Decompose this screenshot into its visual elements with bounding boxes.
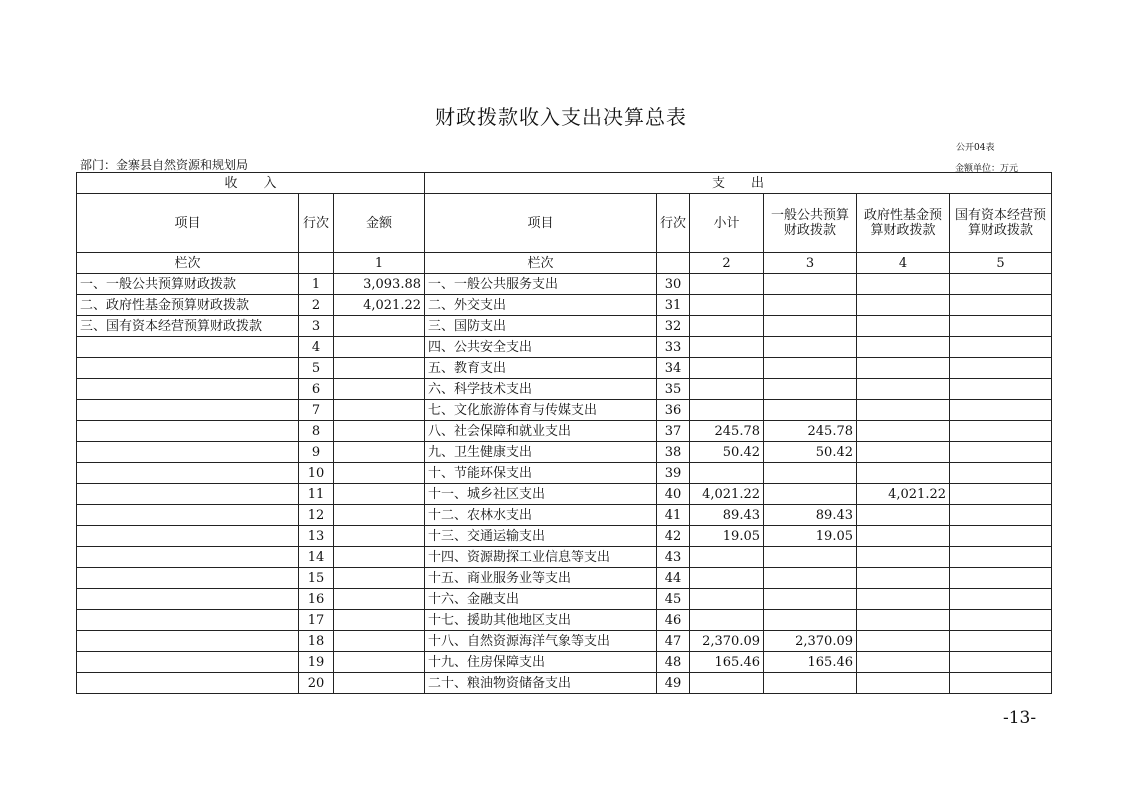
income-amount-cell: [334, 400, 425, 421]
income-item-cell: [77, 526, 299, 547]
income-item-cell: [77, 610, 299, 631]
income-item-cell: 一、一般公共预算财政拨款: [77, 274, 299, 295]
income-row-no-cell: 11: [299, 484, 334, 505]
income-item-cell: [77, 442, 299, 463]
general-budget-cell: [764, 610, 857, 631]
expense-row-no-header: 行次: [657, 194, 690, 253]
expense-row-no-cell: 46: [657, 610, 690, 631]
income-row-no-cell: 5: [299, 358, 334, 379]
expense-row-no-cell: 31: [657, 295, 690, 316]
income-row-no-cell: 9: [299, 442, 334, 463]
general-budget-cell: [764, 316, 857, 337]
state-capital-cell: [950, 589, 1052, 610]
subtotal-cell: 245.78: [690, 421, 764, 442]
table-row: [77, 379, 1052, 400]
general-budget-cell: [764, 337, 857, 358]
table-row: [77, 652, 1052, 673]
expense-item-cell: 二、外交支出: [425, 295, 657, 316]
expense-row-no-cell: 43: [657, 547, 690, 568]
expense-row-no-cell: 39: [657, 463, 690, 484]
state-capital-cell: [950, 337, 1052, 358]
form-number: 公开04表: [956, 143, 995, 153]
expense-item-cell: 十三、交通运输支出: [425, 526, 657, 547]
expense-row-no-cell: 45: [657, 589, 690, 610]
gov-fund-header: 政府性基金预算财政拨款: [857, 194, 950, 253]
state-capital-cell: [950, 526, 1052, 547]
income-amount-cell: [334, 652, 425, 673]
general-budget-cell: [764, 295, 857, 316]
finance-summary-table: [76, 172, 1052, 694]
expense-col-label: 栏次: [425, 253, 657, 274]
expense-row-no-cell: 49: [657, 673, 690, 694]
table-row: [77, 673, 1052, 694]
expense-item-cell: 七、文化旅游体育与传媒支出: [425, 400, 657, 421]
state-capital-cell: [950, 652, 1052, 673]
table-row: [77, 610, 1052, 631]
income-row-no-cell: 20: [299, 673, 334, 694]
gov-fund-cell: [857, 631, 950, 652]
income-amount-cell: [334, 442, 425, 463]
income-amount-cell: [334, 526, 425, 547]
income-amount-cell: [334, 337, 425, 358]
gov-fund-cell: [857, 442, 950, 463]
state-capital-cell: [950, 568, 1052, 589]
subtotal-cell: [690, 547, 764, 568]
state-capital-cell: [950, 316, 1052, 337]
expense-row-no-cell: 35: [657, 379, 690, 400]
expense-col-no-blank: [657, 253, 690, 274]
general-budget-cell: [764, 673, 857, 694]
expense-item-cell: 三、国防支出: [425, 316, 657, 337]
income-row-no-cell: 2: [299, 295, 334, 316]
income-amount-cell: [334, 547, 425, 568]
state-capital-cell: [950, 421, 1052, 442]
subtotal-cell: [690, 610, 764, 631]
income-amount-cell: [334, 589, 425, 610]
income-amount-cell: [334, 631, 425, 652]
state-capital-header: 国有资本经营预算财政拨款: [950, 194, 1052, 253]
subtotal-header: 小计: [690, 194, 764, 253]
income-amount-cell: 3,093.88: [334, 274, 425, 295]
income-row-no-cell: 7: [299, 400, 334, 421]
state-capital-cell: [950, 442, 1052, 463]
general-budget-cell: 50.42: [764, 442, 857, 463]
column-index-row: [77, 253, 1052, 274]
expense-item-cell: 四、公共安全支出: [425, 337, 657, 358]
table-row: [77, 274, 1052, 295]
gov-fund-cell: [857, 295, 950, 316]
gov-fund-cell: [857, 547, 950, 568]
table-row: [77, 463, 1052, 484]
expense-item-cell: 十九、住房保障支出: [425, 652, 657, 673]
page-title: 财政拨款收入支出决算总表: [435, 105, 687, 129]
general-budget-cell: [764, 463, 857, 484]
income-item-cell: [77, 400, 299, 421]
subtotal-cell: 19.05: [690, 526, 764, 547]
state-capital-cell: [950, 484, 1052, 505]
table-row: [77, 589, 1052, 610]
income-amount-cell: [334, 379, 425, 400]
income-item-cell: [77, 568, 299, 589]
state-capital-cell: [950, 631, 1052, 652]
expense-row-no-cell: 38: [657, 442, 690, 463]
income-amount-cell: [334, 421, 425, 442]
subtotal-cell: 50.42: [690, 442, 764, 463]
subtotal-cell: 165.46: [690, 652, 764, 673]
income-item-cell: [77, 463, 299, 484]
table-row: [77, 358, 1052, 379]
income-row-no-cell: 19: [299, 652, 334, 673]
amount-unit-label: 金额单位：万元: [955, 164, 1019, 174]
gov-fund-cell: [857, 316, 950, 337]
income-amount-cell: [334, 505, 425, 526]
table-row: [77, 484, 1052, 505]
table-row: [77, 316, 1052, 337]
gov-fund-cell: [857, 589, 950, 610]
col-index-3: 3: [764, 253, 857, 274]
expense-item-cell: 五、教育支出: [425, 358, 657, 379]
expense-row-no-cell: 44: [657, 568, 690, 589]
gov-fund-cell: [857, 673, 950, 694]
expense-item-cell: 十四、资源勘探工业信息等支出: [425, 547, 657, 568]
expense-item-cell: 十一、城乡社区支出: [425, 484, 657, 505]
state-capital-cell: [950, 547, 1052, 568]
page-number: -13-: [1003, 708, 1037, 728]
state-capital-cell: [950, 463, 1052, 484]
general-budget-cell: [764, 379, 857, 400]
income-row-no-cell: 8: [299, 421, 334, 442]
expense-item-cell: 八、社会保障和就业支出: [425, 421, 657, 442]
state-capital-cell: [950, 505, 1052, 526]
income-amount-cell: [334, 484, 425, 505]
income-item-cell: [77, 358, 299, 379]
general-budget-cell: 165.46: [764, 652, 857, 673]
column-header-row: [77, 194, 1052, 253]
table-row: [77, 295, 1052, 316]
income-amount-cell: 4,021.22: [334, 295, 425, 316]
expense-row-no-cell: 48: [657, 652, 690, 673]
gov-fund-cell: [857, 421, 950, 442]
income-item-cell: [77, 484, 299, 505]
state-capital-cell: [950, 400, 1052, 421]
table-row: [77, 505, 1052, 526]
expense-item-header: 项目: [425, 194, 657, 253]
state-capital-cell: [950, 274, 1052, 295]
income-amount-cell: [334, 673, 425, 694]
table-row: [77, 337, 1052, 358]
income-row-no-cell: 3: [299, 316, 334, 337]
income-row-no-cell: 6: [299, 379, 334, 400]
subtotal-cell: [690, 589, 764, 610]
table-row: [77, 526, 1052, 547]
expense-row-no-cell: 33: [657, 337, 690, 358]
col-index-5: 5: [950, 253, 1052, 274]
expense-item-cell: 十八、自然资源海洋气象等支出: [425, 631, 657, 652]
expense-row-no-cell: 47: [657, 631, 690, 652]
income-item-header: 项目: [77, 194, 299, 253]
income-row-no-cell: 17: [299, 610, 334, 631]
general-budget-cell: 2,370.09: [764, 631, 857, 652]
table-row: [77, 631, 1052, 652]
general-budget-cell: [764, 358, 857, 379]
expense-row-no-cell: 36: [657, 400, 690, 421]
table-row: [77, 547, 1052, 568]
income-row-no-cell: 15: [299, 568, 334, 589]
table-row: [77, 400, 1052, 421]
subtotal-cell: [690, 673, 764, 694]
expense-item-cell: 十七、援助其他地区支出: [425, 610, 657, 631]
expense-item-cell: 二十、粮油物资储备支出: [425, 673, 657, 694]
income-row-no-header: 行次: [299, 194, 334, 253]
income-row-no-cell: 16: [299, 589, 334, 610]
income-amount-cell: [334, 358, 425, 379]
table-row: [77, 442, 1052, 463]
table-row: [77, 568, 1052, 589]
income-amount-cell: [334, 610, 425, 631]
department-label: 部门：金寨县自然资源和规划局: [80, 158, 249, 172]
expense-item-cell: 十二、农林水支出: [425, 505, 657, 526]
state-capital-cell: [950, 295, 1052, 316]
gov-fund-cell: 4,021.22: [857, 484, 950, 505]
expense-section-header: 支 出: [425, 173, 1052, 194]
subtotal-cell: [690, 400, 764, 421]
subtotal-cell: [690, 568, 764, 589]
table-row: [77, 421, 1052, 442]
expense-item-cell: 九、卫生健康支出: [425, 442, 657, 463]
subtotal-cell: 2,370.09: [690, 631, 764, 652]
income-amount-header: 金额: [334, 194, 425, 253]
gov-fund-cell: [857, 652, 950, 673]
subtotal-cell: [690, 379, 764, 400]
income-item-cell: [77, 652, 299, 673]
expense-item-cell: 一、一般公共服务支出: [425, 274, 657, 295]
gov-fund-cell: [857, 337, 950, 358]
col-index-2: 2: [690, 253, 764, 274]
section-header-row: [77, 173, 1052, 194]
income-item-cell: 二、政府性基金预算财政拨款: [77, 295, 299, 316]
col-index-4: 4: [857, 253, 950, 274]
expense-row-no-cell: 32: [657, 316, 690, 337]
expense-item-cell: 六、科学技术支出: [425, 379, 657, 400]
general-budget-cell: 245.78: [764, 421, 857, 442]
general-budget-cell: [764, 274, 857, 295]
income-col-no-blank: [299, 253, 334, 274]
subtotal-cell: 89.43: [690, 505, 764, 526]
expense-row-no-cell: 37: [657, 421, 690, 442]
state-capital-cell: [950, 379, 1052, 400]
gov-fund-cell: [857, 610, 950, 631]
general-budget-cell: [764, 400, 857, 421]
gov-fund-cell: [857, 568, 950, 589]
subtotal-cell: [690, 295, 764, 316]
income-row-no-cell: 14: [299, 547, 334, 568]
gov-fund-cell: [857, 526, 950, 547]
income-item-cell: [77, 505, 299, 526]
expense-item-cell: 十五、商业服务业等支出: [425, 568, 657, 589]
subtotal-cell: [690, 274, 764, 295]
income-row-no-cell: 4: [299, 337, 334, 358]
income-item-cell: [77, 421, 299, 442]
subtotal-cell: [690, 358, 764, 379]
income-amount-cell: [334, 463, 425, 484]
income-section-header: 收 入: [77, 173, 425, 194]
col-index-1: 1: [334, 253, 425, 274]
general-budget-header: 一般公共预算财政拨款: [764, 194, 857, 253]
income-amount-cell: [334, 316, 425, 337]
income-item-cell: [77, 631, 299, 652]
income-row-no-cell: 18: [299, 631, 334, 652]
expense-row-no-cell: 34: [657, 358, 690, 379]
income-item-cell: [77, 379, 299, 400]
income-row-no-cell: 10: [299, 463, 334, 484]
income-item-cell: [77, 673, 299, 694]
expense-row-no-cell: 41: [657, 505, 690, 526]
income-row-no-cell: 13: [299, 526, 334, 547]
general-budget-cell: [764, 484, 857, 505]
expense-row-no-cell: 30: [657, 274, 690, 295]
gov-fund-cell: [857, 400, 950, 421]
subtotal-cell: [690, 337, 764, 358]
income-item-cell: [77, 547, 299, 568]
subtotal-cell: [690, 316, 764, 337]
subtotal-cell: [690, 463, 764, 484]
income-row-no-cell: 1: [299, 274, 334, 295]
income-item-cell: 三、国有资本经营预算财政拨款: [77, 316, 299, 337]
state-capital-cell: [950, 673, 1052, 694]
expense-item-cell: 十、节能环保支出: [425, 463, 657, 484]
gov-fund-cell: [857, 274, 950, 295]
gov-fund-cell: [857, 505, 950, 526]
general-budget-cell: 89.43: [764, 505, 857, 526]
state-capital-cell: [950, 610, 1052, 631]
expense-row-no-cell: 40: [657, 484, 690, 505]
general-budget-cell: [764, 568, 857, 589]
subtotal-cell: 4,021.22: [690, 484, 764, 505]
income-row-no-cell: 12: [299, 505, 334, 526]
general-budget-cell: [764, 547, 857, 568]
state-capital-cell: [950, 358, 1052, 379]
general-budget-cell: 19.05: [764, 526, 857, 547]
general-budget-cell: [764, 589, 857, 610]
income-amount-cell: [334, 568, 425, 589]
income-item-cell: [77, 337, 299, 358]
gov-fund-cell: [857, 379, 950, 400]
expense-row-no-cell: 42: [657, 526, 690, 547]
gov-fund-cell: [857, 358, 950, 379]
gov-fund-cell: [857, 463, 950, 484]
income-col-label: 栏次: [77, 253, 299, 274]
expense-item-cell: 十六、金融支出: [425, 589, 657, 610]
income-item-cell: [77, 589, 299, 610]
